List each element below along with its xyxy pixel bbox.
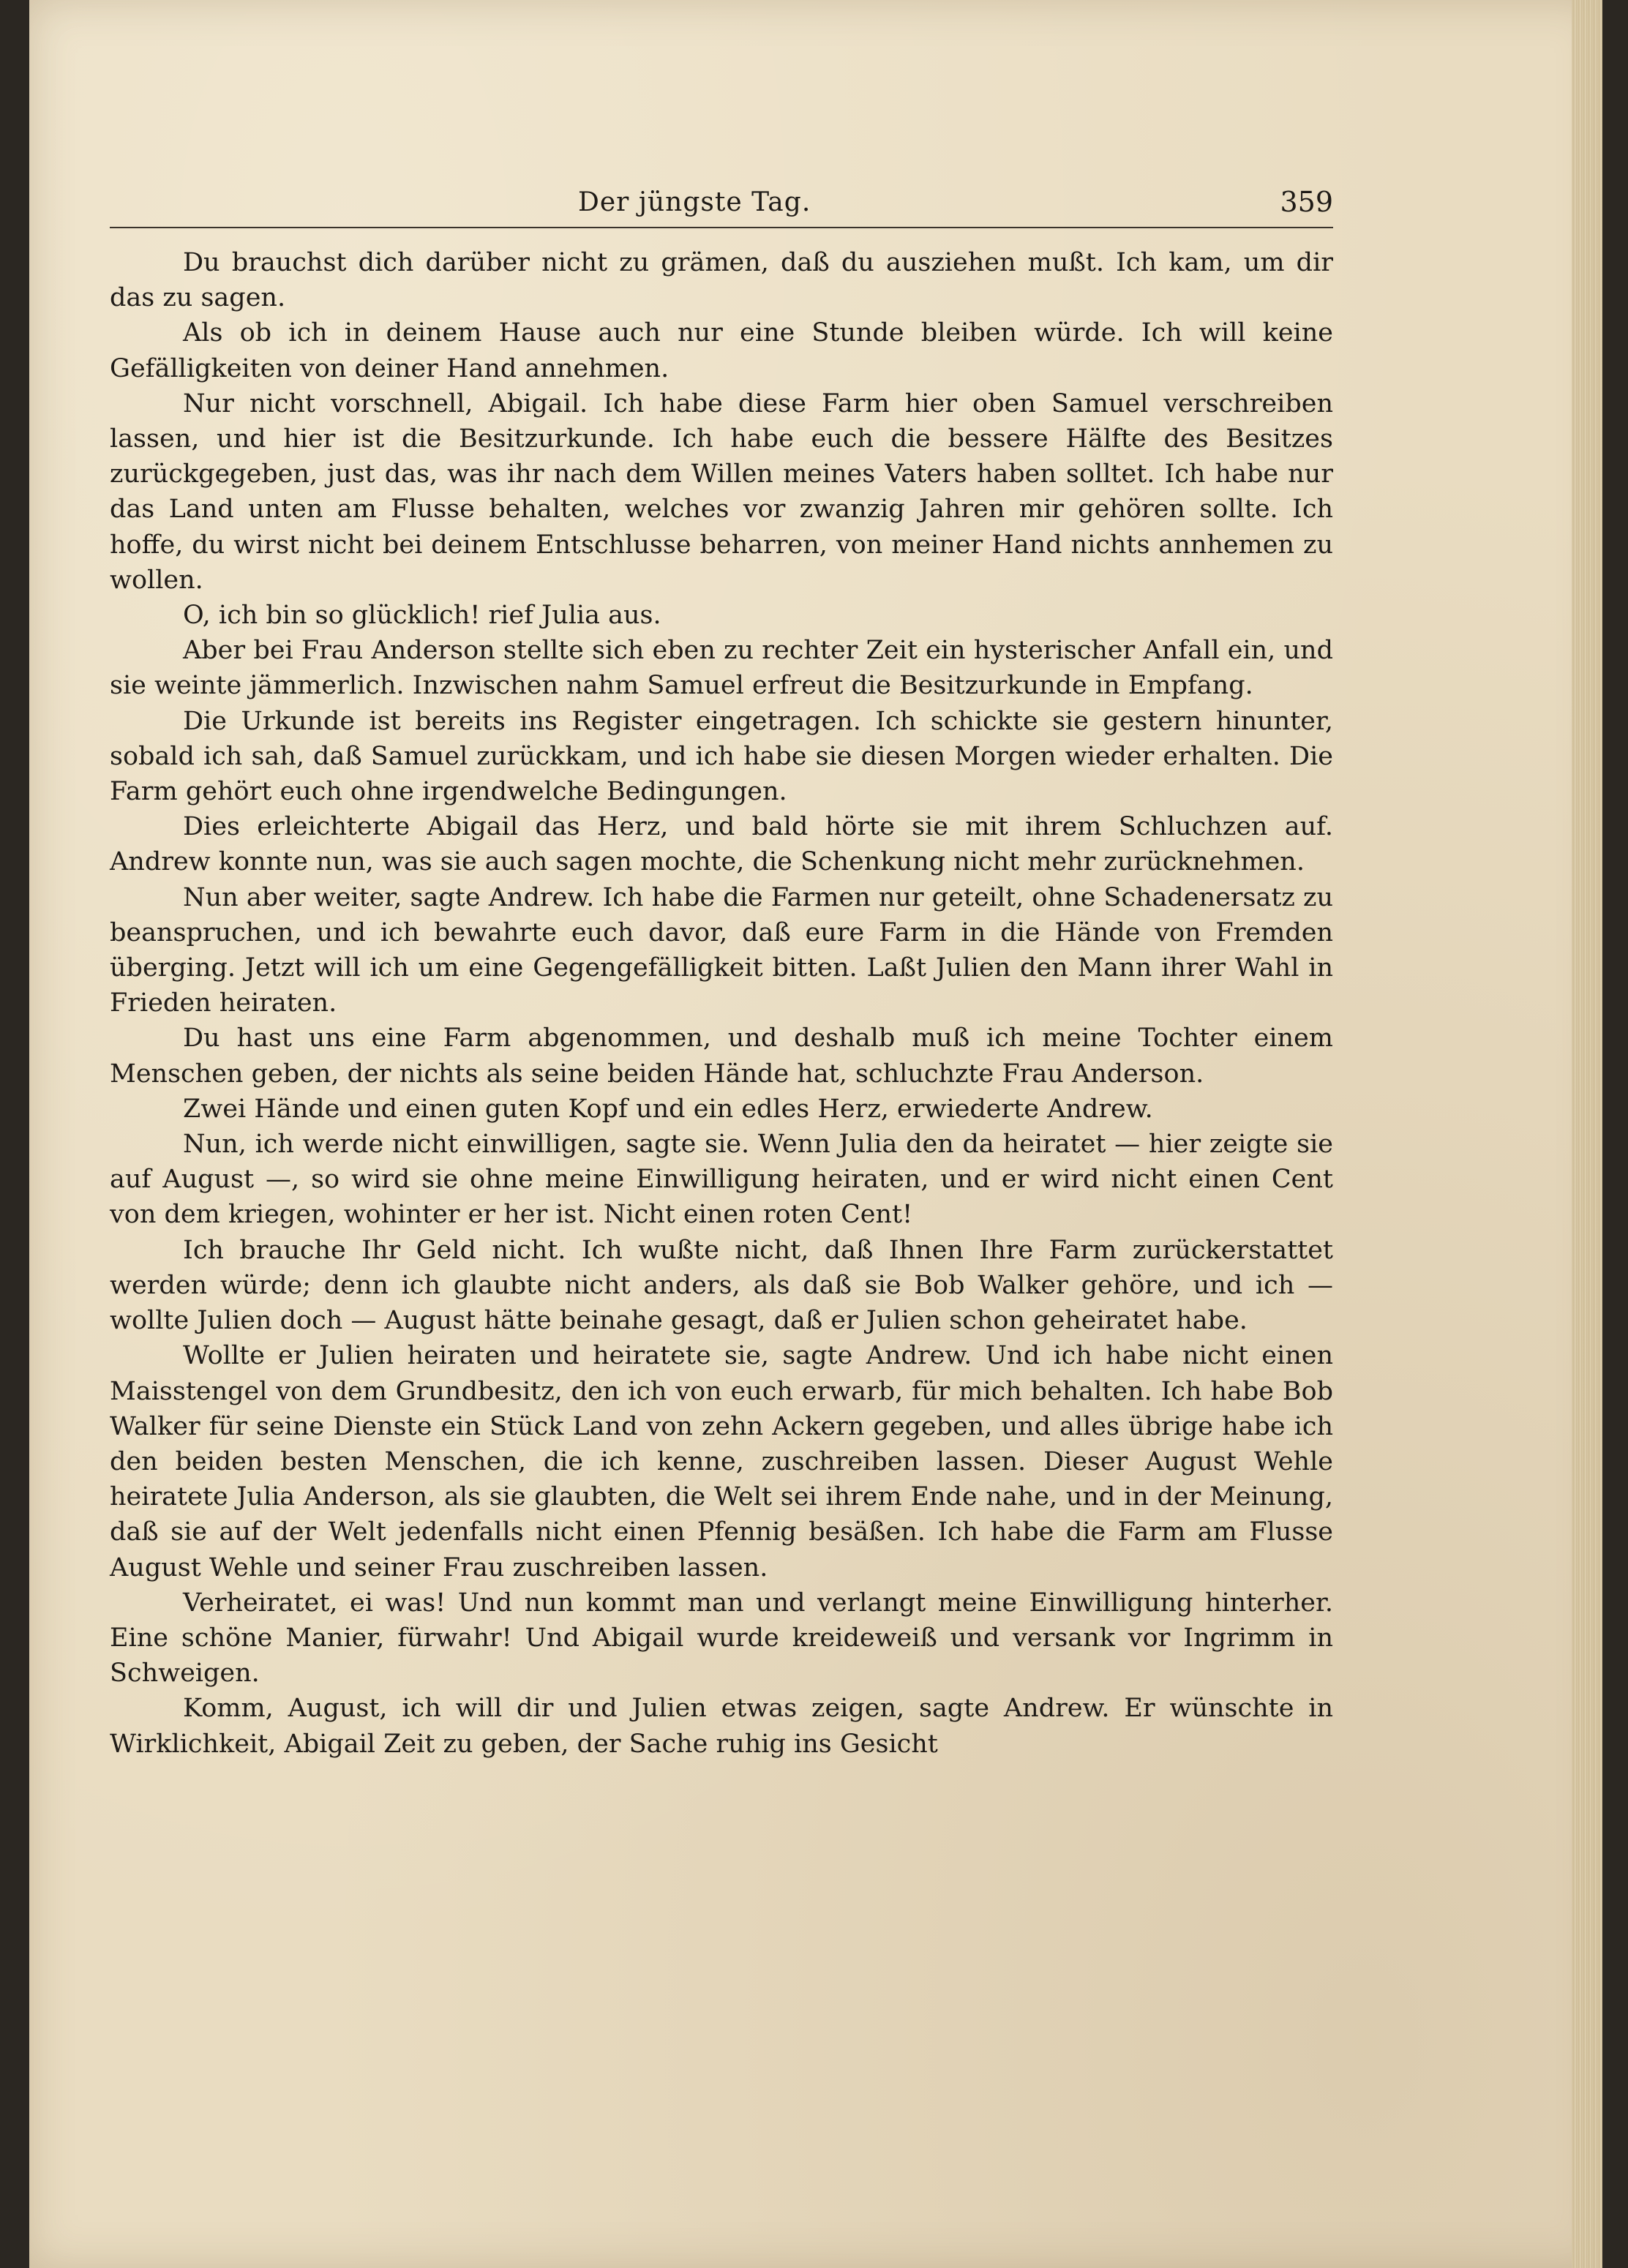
page-header <box>110 181 1333 225</box>
paragraph: Aber bei Frau Anderson stellte sich eben zu rechter Zeit ein hysterischer Anfall ein, und sie weinte jämmerlich. Inzwischen nahm Samuel erfreut die Besitzurkunde in Empfang. <box>110 636 1333 701</box>
body-text <box>110 245 1333 1762</box>
page-edges <box>1572 0 1602 2268</box>
paragraph: Die Urkunde ist bereits ins Register eingetragen. Ich schickte sie gestern hinunter, sobald ich sah, daß Samuel zurückkam, und ich habe sie diesen Morgen wieder erhalten. Die Farm gehört euch ohne irgendwelche Bedingungen. <box>110 706 1333 807</box>
page-number: 359 <box>1280 186 1333 218</box>
paragraph: Du brauchst dich darüber nicht zu grämen, daß du ausziehen mußt. Ich kam, um dir das zu sagen. <box>110 248 1333 313</box>
paragraph: Wollte er Julien heiraten und heiratete sie, sagte Andrew. Und ich habe nicht einen Maisstengel von dem Grundbesitz, den ich von euch erwarb, für mich behalten. Ich habe Bob Walker für seine Dienste ein Stück Land von zehn Ackern gegeben, und alles übrige habe ich den beiden besten Menschen, die ich kenne, zuschreiben lassen. Dieser August Wehle heiratete Julia Anderson, als sie glaubten, die Welt sei ihrem Ende nahe, und in der Meinung, daß sie auf der Welt jedenfalls nicht einen Pfennig besäßen. Ich habe die Farm am Flusse August Wehle und seiner Frau zuschreiben lassen. <box>110 1341 1333 1582</box>
paragraph: Als ob ich in deinem Hause auch nur eine Stunde bleiben würde. Ich will keine Gefälligkeiten von deiner Hand annehmen. <box>110 318 1333 383</box>
paragraph: Dies erleichterte Abigail das Herz, und bald hörte sie mit ihrem Schluchzen auf. Andrew konnte nun, was sie auch sagen mochte, die Schenkung nicht mehr zurücknehmen. <box>110 812 1333 877</box>
paragraph: Nun, ich werde nicht einwilligen, sagte sie. Wenn Julia den da heiratet — hier zeigte sie auf August —, so wird sie ohne meine Einwilligung heiraten, und er wird nicht einen Cent von dem kriegen, wohinter er her ist. Nicht einen roten Cent! <box>110 1130 1333 1230</box>
paragraph: Verheiratet, ei was! Und nun kommt man und verlangt meine Einwilligung hinterher. Eine schöne Manier, fürwahr! Und Abigail wurde kreideweiß und versank vor Ingrimm in Schweigen. <box>110 1588 1333 1689</box>
paragraph: Ich brauche Ihr Geld nicht. Ich wußte nicht, daß Ihnen Ihre Farm zurückerstattet werden würde; denn ich glaubte nicht anders, als daß sie Bob Walker gehöre, und ich — wollte Julien doch — August hätte beinahe gesagt, daß er Julien schon geheiratet habe. <box>110 1235 1333 1336</box>
paragraph: Nun aber weiter, sagte Andrew. Ich habe die Farmen nur geteilt, ohne Schadenersatz zu beanspruchen, und ich bewahrte euch davor, daß eure Farm in die Hände von Fremden überging. Jetzt will ich um eine Gegengefälligkeit bitten. Laßt Julien den Mann ihrer Wahl in Frieden heiraten. <box>110 882 1333 1018</box>
paragraph: Du hast uns eine Farm abgenommen, und deshalb muß ich meine Tochter einem Menschen geben, der nichts als seine beiden Hände hat, schluchzte Frau Anderson. <box>110 1024 1333 1089</box>
header-rule <box>110 227 1333 228</box>
paragraph: Zwei Hände und einen guten Kopf und ein edles Herz, erwiederte Andrew. <box>183 1094 1153 1124</box>
paragraph: Nur nicht vorschnell, Abigail. Ich habe diese Farm hier oben Samuel verschreiben lassen, und hier ist die Besitzurkunde. Ich habe euch die bessere Hälfte des Besitzes zurückgegeben, just das, was ihr nach dem Willen meines Vaters haben solltet. Ich habe nur das Land unten am Flusse behalten, welches vor zwanzig Jahren mir gehören sollte. Ich hoffe, du wirst nicht bei deinem Entschlusse beharren, von meiner Hand nichts annhemen zu wollen. <box>110 388 1333 595</box>
paragraph: Komm, August, ich will dir und Julien etwas zeigen, sagte Andrew. Er wünschte in Wirklichkeit, Abigail Zeit zu geben, der Sache ruhig ins Gesicht <box>110 1694 1333 1759</box>
paragraph: O, ich bin so glücklich! rief Julia aus. <box>183 601 661 631</box>
running-title: Der jüngste Tag. <box>578 187 811 217</box>
